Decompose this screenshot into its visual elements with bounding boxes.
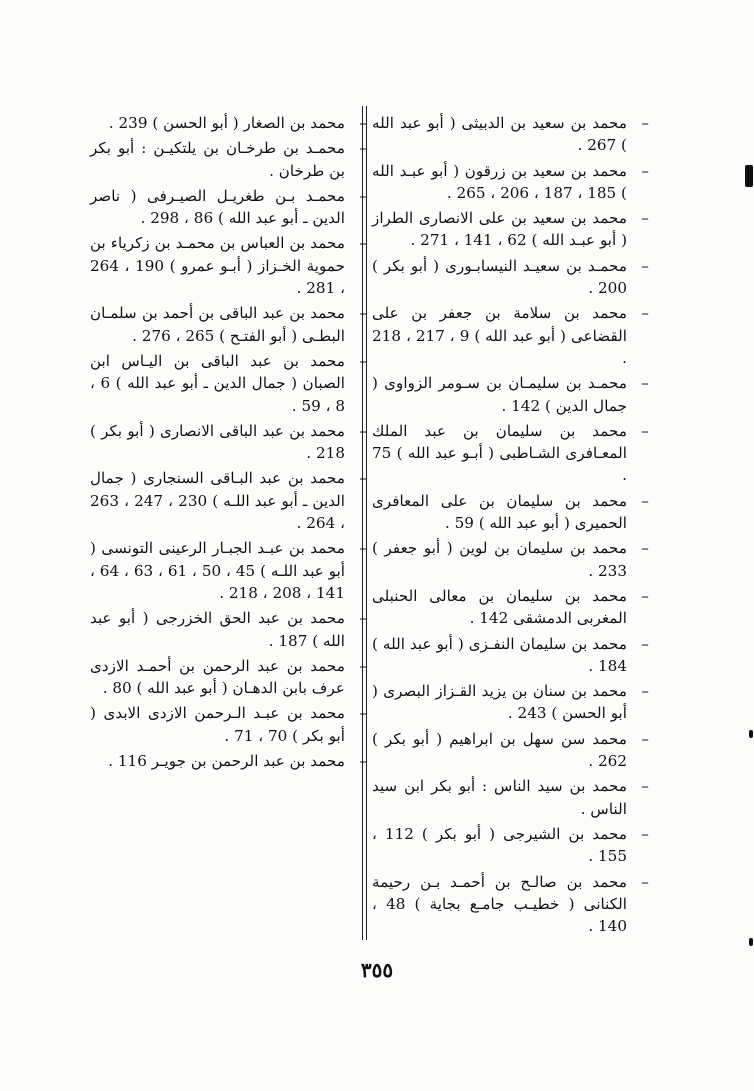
scan-edge-mark: [745, 165, 753, 187]
index-entry: – محمد بن سعيد بن الدبيثى ( أبو عبد الله ) 267 .: [372, 114, 649, 155]
entry-text: محمد بن سليمان بن على المعافرى الحميرى ( أبو عبد الله ) 59 .: [372, 491, 627, 533]
index-entry: – محمـد بن طرخـان بن يلتكيـن : أبو بكر بن طرخان .: [90, 139, 367, 180]
index-entry: – محمد بن صالـح بن أحمـد بـن رحيمة الكنانى ( خطيـب جامـع بجاية ) 48 ، 140 .: [372, 872, 649, 936]
index-entry: – محمد بن الشيرجى ( أبو بكر ) 112 ، 155 .: [372, 824, 649, 866]
entry-text: محمد بن سعيد بن على الانصارى الطراز ( أبو عبـد الله ) 62 ، 141 ، 271 .: [372, 209, 627, 250]
scan-edge-mark: [749, 730, 753, 738]
index-entry: – محمد بن عبد الرحمن بن جويـر 116 .: [108, 752, 367, 771]
index-entry: – محمـد بـن طغريـل الصيـرفى ( ناصر الدين ـ أبو عبد الله ) 86 ، 298 .: [90, 186, 367, 228]
entry-text: محمد بن عبد الرحمن بن أحمـد الازدى عرف بابن الدهـان ( أبو عبد الله ) 80 .: [90, 656, 345, 698]
entry-text: محمد بن عبـد الجبـار الرعينى التونسى ( أبو عبد اللـه ) 45 ، 50 ، 61 ، 63 ، 64 ، 141 ، 208 ، 218 .: [90, 539, 346, 602]
index-entry: – محمد بن عبد البـاقى السنجارى ( جمال الدين ـ أبو عبد اللـه ) 230 ، 247 ، 263 ، 264 .: [90, 469, 367, 533]
entry-text: محمد بن سلامة بن جعفر بن على القضاعى ( أبو عبد الله ) 9 ، 217 ، 218 .: [372, 304, 627, 367]
index-entry: – محمد بن سعيد بن على الانصارى الطراز ( أبو عبـد الله ) 62 ، 141 ، 271 .: [372, 209, 649, 250]
index-entry: – محمد بن سليمان بن عبد الملك المعـافرى الشـاطبى ( أبـو عبد الله ) 75 .: [372, 421, 649, 485]
index-entry: – محمد بن عبد الباقى الانصارى ( أبو بكر ) 218 .: [90, 421, 367, 463]
index-entry: – محمد بن سليمان بن لوين ( أبو جعفر ) 233 .: [372, 539, 649, 580]
index-entry: – محمد بن سليمان بن على المعافرى الحميرى ( أبو عبد الله ) 59 .: [372, 491, 649, 533]
column-divider: [366, 106, 367, 940]
entry-text: محمد بن سليمان بن لوين ( أبو جعفر ) 233 .: [372, 539, 627, 580]
index-entry: – محمد بن سلامة بن جعفر بن على القضاعى ( أبو عبد الله ) 9 ، 217 ، 218 .: [372, 304, 649, 367]
entry-text: محمد بن عبد الباقى بن أحمد بن سلمـان البطـى ( أبو الفتـح ) 265 ، 276 .: [90, 304, 345, 345]
index-column-right: [372, 112, 649, 940]
index-entry: – محمد بن عبد الباقى بن اليـاس ابن الصبان ( جمال الدين ـ أبو عبد الله ) 6 ، 8 ، 59 .: [90, 351, 367, 415]
index-entry: – محمد بن سنان بن يزيد القـزاز البصرى ( أبو الحسن ) 243 .: [372, 682, 649, 723]
entry-text: محمد بن العباس بن محمـد بن زكرياء بن حموية الخـزاز ( أبـو عمرو ) 190 ، 264 ، 281 .: [90, 234, 345, 298]
column-divider: [362, 106, 363, 940]
entry-text: محمد بن عبـد الـرحمن الازدى الابدى ( أبو بكر ) 70 ، 71 .: [90, 704, 345, 745]
entry-text: محمـد بن طرخـان بن يلتكيـن : أبو بكر بن طرخان .: [90, 139, 345, 180]
index-entry: – محمد بن عبد الباقى بن أحمد بن سلمـان البطـى ( أبو الفتـح ) 265 ، 276 .: [90, 304, 367, 345]
index-entry: – محمد بن سليمان بن معالى الحنبلى المغربى الدمشقى 142 .: [372, 586, 649, 628]
entry-text: محمد بن سليمان بن عبد الملك المعـافرى الشـاطبى ( أبـو عبد الله ) 75 .: [372, 421, 627, 485]
entry-text: محمد بن عبد الحق الخزرجى ( أبو عبد الله ) 187 .: [90, 609, 345, 650]
entry-text: محمد بن الشيرجى ( أبو بكر ) 112 ، 155 .: [372, 824, 627, 866]
index-entry: – محمد سن سهل بن ابراهيم ( أبو بكر ) 262 .: [372, 729, 649, 771]
index-entry: – محمد بن عبد الحق الخزرجى ( أبو عبد الله ) 187 .: [90, 609, 367, 650]
index-entry: – محمـد بن سعيـد النيسابـورى ( أبو بكر ) 200 .: [372, 256, 649, 298]
index-entry: – محمد بن سيد الناس : أبو بكر ابن سيد الناس .: [372, 777, 649, 818]
entry-text: محمد بن عبد الباقى الانصارى ( أبو بكر ) 218 .: [90, 421, 345, 463]
index-entry: – محمـد بن سليمـان بن سـومر الزواوى ( جمال الدين ) 142 .: [372, 374, 649, 415]
entry-text: محمد بن عبد الباقى بن اليـاس ابن الصبان ( جمال الدين ـ أبو عبد الله ) 6 ، 8 ، 59 .: [90, 351, 346, 415]
index-column-left: [90, 112, 367, 775]
index-entry: – محمد بن العباس بن محمـد بن زكرياء بن حموية الخـزاز ( أبـو عمرو ) 190 ، 264 ، 281 .: [90, 234, 367, 298]
index-entry: – محمد بن عبـد الـرحمن الازدى الابدى ( أبو بكر ) 70 ، 71 .: [90, 704, 367, 745]
entry-text: محمد بن الصغار ( أبو الحسن ) 239 .: [108, 114, 345, 132]
entry-text: محمد بن صالـح بن أحمـد بـن رحيمة الكنانى ( خطيـب جامـع بجاية ) 48 ، 140 .: [372, 872, 627, 936]
entry-text: محمد سن سهل بن ابراهيم ( أبو بكر ) 262 .: [372, 729, 627, 771]
index-entry: – محمد بن سليمان النفـزى ( أبو عبد الله ) 184 .: [372, 634, 649, 675]
page-number: ٣٥٥: [360, 958, 394, 982]
entry-text: محمد بن سعيد بن الدبيثى ( أبو عبد الله ) 267 .: [372, 114, 627, 155]
entry-text: محمد بن سليمان بن معالى الحنبلى المغربى الدمشقى 142 .: [372, 586, 627, 628]
index-entry: – محمد بن عبد الرحمن بن أحمـد الازدى عرف بابن الدهـان ( أبو عبد الله ) 80 .: [90, 656, 367, 698]
entry-text: محمد بن سنان بن يزيد القـزاز البصرى ( أبو الحسن ) 243 .: [372, 682, 627, 723]
entry-text: محمد بن سليمان النفـزى ( أبو عبد الله ) 184 .: [372, 634, 627, 675]
index-entry: – محمد بن سعيد بن زرقون ( أبو عبـد الله ) 185 ، 187 ، 206 ، 265 .: [372, 161, 649, 202]
scan-edge-mark: [749, 938, 753, 946]
entry-text: محمد بن عبد البـاقى السنجارى ( جمال الدين ـ أبو عبد اللـه ) 230 ، 247 ، 263 ، 264 .: [90, 469, 346, 533]
entry-text: محمـد بن سعيـد النيسابـورى ( أبو بكر ) 200 .: [372, 256, 627, 298]
entry-text: محمـد بن سليمـان بن سـومر الزواوى ( جمال الدين ) 142 .: [372, 374, 627, 415]
entry-text: محمد بن سيد الناس : أبو بكر ابن سيد الناس .: [372, 777, 627, 818]
index-entry: – محمد بن عبـد الجبـار الرعينى التونسى ( أبو عبد اللـه ) 45 ، 50 ، 61 ، 63 ، 64 ، 141 ، 208 ، 218 .: [90, 539, 367, 602]
entry-text: محمد بن عبد الرحمن بن جويـر 116 .: [108, 752, 345, 771]
entry-text: محمد بن سعيد بن زرقون ( أبو عبـد الله ) 185 ، 187 ، 206 ، 265 .: [372, 161, 627, 202]
index-entry: – محمد بن الصغار ( أبو الحسن ) 239 .: [108, 114, 367, 132]
entry-text: محمـد بـن طغريـل الصيـرفى ( ناصر الدين ـ أبو عبد الله ) 86 ، 298 .: [90, 186, 345, 228]
